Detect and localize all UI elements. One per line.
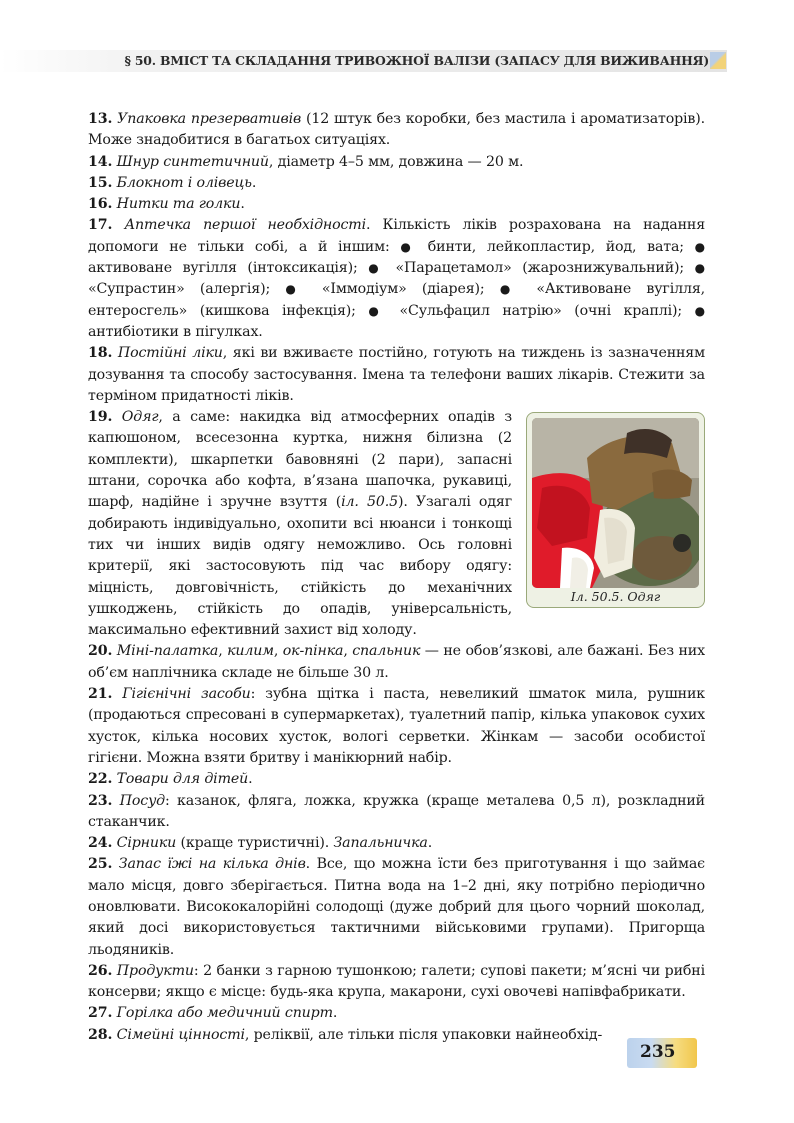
list-item-28: 28. Сімейні цінності, реліквії, але тільки після упаковки найнеобхід- [88,1026,603,1043]
page-number: 235 [640,1042,676,1062]
list-item-13: 13. Упаковка презервативів (12 штук без коробки, без мастила і ароматизаторів). Може знадобитися в багатьох ситуаціях. [88,111,705,149]
list-item-14: 14. Шнур синтетичний, діаметр 4–5 мм, довжина — 20 м. [88,153,524,170]
section-title: § 50. ВМІСТ ТА СКЛАДАННЯ ТРИВОЖНОЇ ВАЛІЗИ (ЗАПАСУ ДЛЯ ВИЖИВАННЯ) [124,53,709,68]
list-item-21: 21. Гігієнічні засоби: зубна щітка і паста, невеликий шматок мила, рушник (продаються спресовані в супермаркетах), туалетний папір, кілька упаковок сухих хусток, кілька носових хусток, вологі серветки. Жінкам — засоби особистої гігієни. Можна взяти бритву і манікюрний набір. [88,686,705,766]
list-item-17: 17. Аптечка першої необхідності. Кількість ліків розрахована на надання допомоги не тільки собі, а й іншим: ● бинти, лейкопластир, йод, вата; ● активоване вугілля (інтоксикація); ● «Парацетамол» (жарознижувальний); ● «Супрастин» (алергія); ● «Іммодіум» (діарея); ● «Активоване вугілля, ентеросгель» (кишкова інфекція); ● «Сульфацил натрію» (очні краплі); ● антибіотики в пігулках. [88,217,705,340]
list-item-23: 23. Посуд: казанок, фляга, ложка, кружка (краще металева 0,5 л), розкладний стаканчик. [88,792,705,830]
page-header-band [0,50,727,72]
page-number-badge [627,1038,697,1068]
figure-clothing [526,412,705,608]
page-body [88,109,705,1046]
bullet-icon: ● [694,239,705,254]
clothing-illustration [532,418,699,588]
list-item-16: 16. Нитки та голки. [88,196,245,213]
header-color-marker [710,52,726,69]
figure-caption: Іл. 50.5. Одяг [570,589,661,605]
list-item-26: 26. Продукти: 2 банки з гарною тушонкою; галети; супові пакети; м’ясні чи рибні консерви; якщо є місце: будь-яка крупа, макарони, сухі овочеві напівфабрикати. [88,962,705,1001]
list-item-15: 15. Блокнот і олівець. [88,174,257,191]
list-item-18: 18. Постійні ліки, які ви вживаєте постійно, готують на тиждень із зазначенням дозування та способу застосування. Імена та телефони ваших лікарів. Стежити за терміном придатності ліків. [88,345,705,404]
bullet-icon: ● [285,282,307,297]
clothing-photo [532,418,699,588]
list-item-19: 19. Одяг, а саме: накидка від атмосферних опадів з капюшоном, всесезонна куртка, нижня білизна (2 комплекти), шкарпетки бавовняні (2 пари), запасні штани, сорочка або кофта, в’язана шапочка, рукавиці, шарф, надійне і зручне взуття (іл. 50.5). Узагалі одяг добирають індивідуально, охопити всі нюанси і тонкощі тих чи інших видів одягу неможливо. Ось головні критерії, які застосовують під час вибору одягу: міцність, довговічність, стійкість до механічних ушкоджень, стійкість до опадів, універсальність, максимально ефективний захист від холоду. [88,409,512,639]
list-item-27: 27. Горілка або медичний спирт. [88,1005,338,1022]
bullet-icon: ● [694,261,705,276]
bullet-icon: ● [499,282,522,297]
list-item-25: 25. Запас їжі на кілька днів. Все, що можна їсти без приготування і що займає мало місця, довго зберігається. Питна вода на 1–2 дні, яку потрібно періодично оновлювати. Висококалорійні солодощі (дуже добрий для цього чорний шоколад, який досі використовується тактичними військовими групами). Пригорща льодяників. [88,856,705,958]
list-item-22: 22. Товари для дітей. [88,771,253,788]
bullet-icon: ● [694,303,705,318]
bullet-icon: ● [368,261,385,276]
list-item-20: 20. Міні-палатка, килим, ок-пінка, спальник — не обов’язкові, але бажані. Без них об’єм наплічника складе не більше 30 л. [88,643,705,681]
bullet-icon: ● [400,239,418,254]
bullet-icon: ● [368,303,387,318]
list-item-24: 24. Сірники (краще туристичні). Запальничка. [88,835,433,852]
